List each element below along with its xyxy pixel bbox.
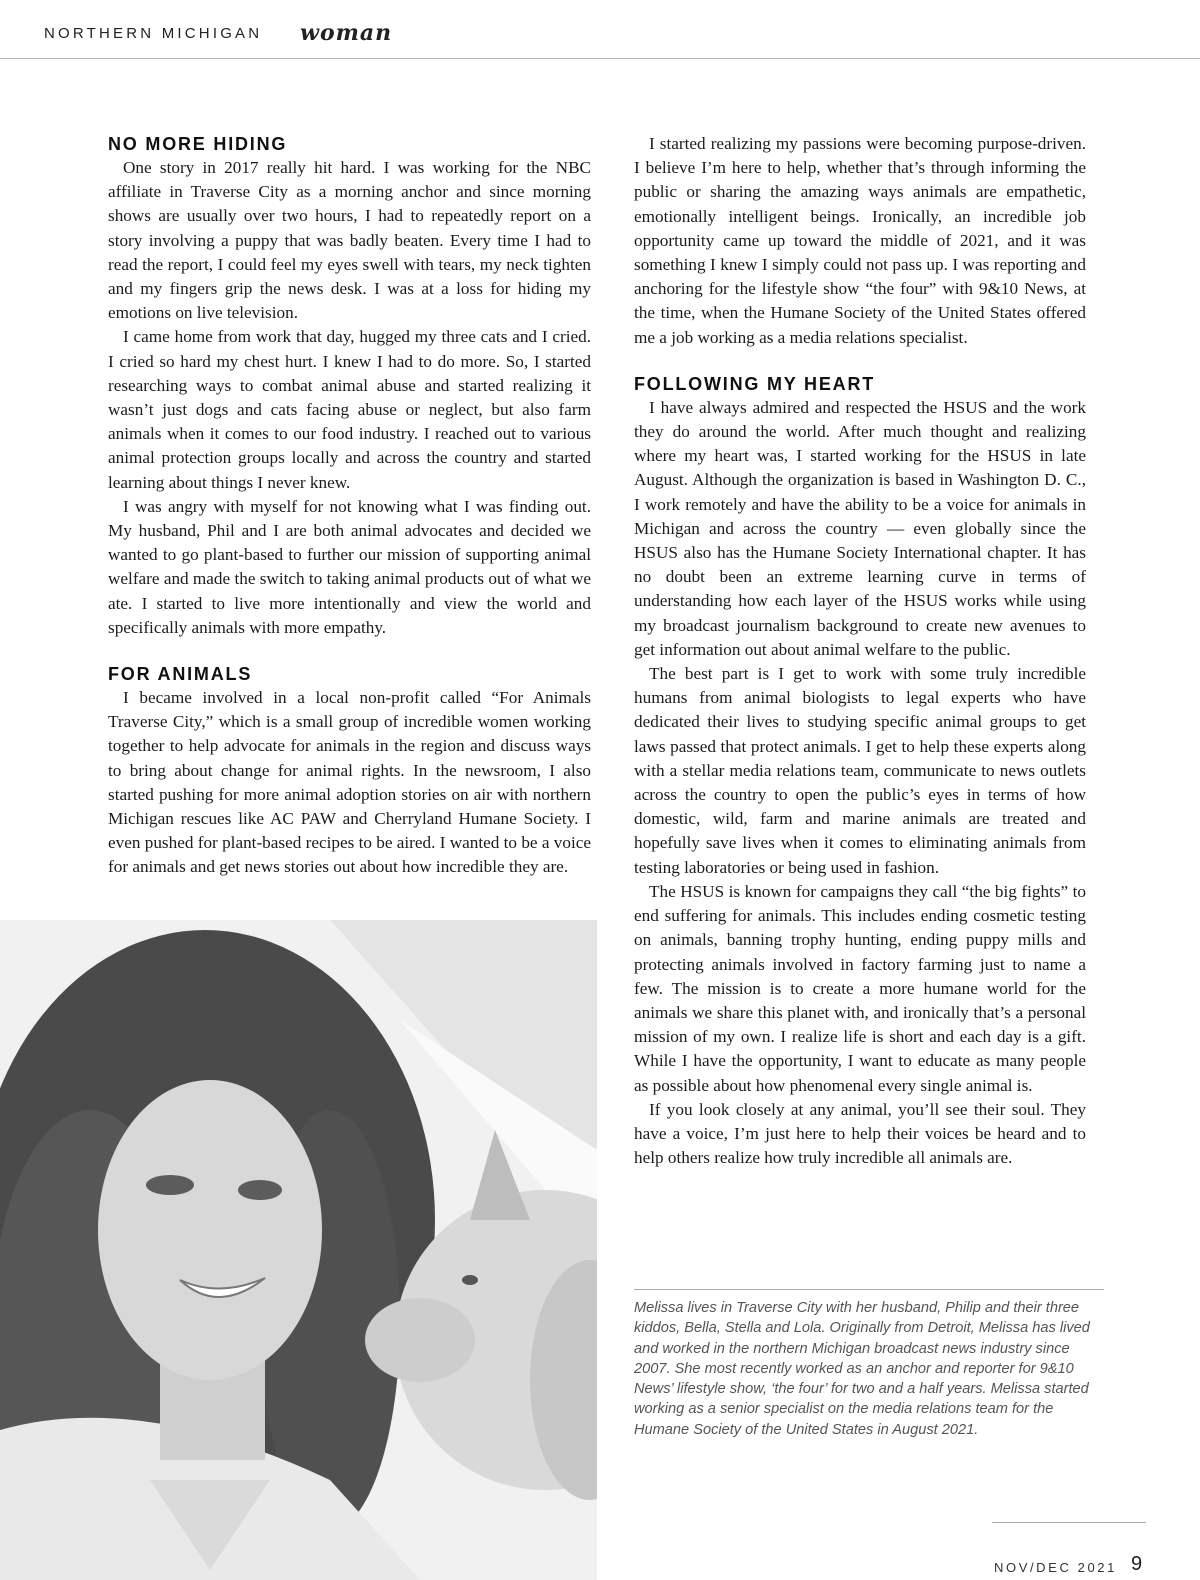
paragraph: I have always admired and respected the HSUS and the work they do around the world. After much thought and realizing where my heart was, I started working for the HSUS in late August. Although the organization is based in Washington D. C., I work remotely and have the ability to be a voice for animals in Michigan and across the country — even globally since the HSUS also has the Humane Society International chapter. It has no doubt been an extreme learning curve in terms of understanding how each layer of the HSUS works while using my broadcast journalism background to create new avenues to get information out about animal welfare to the public. — [634, 397, 1086, 659]
publication-name: NORTHERN MICHIGAN — [44, 25, 263, 42]
section-heading: FOR ANIMALS — [108, 664, 253, 685]
issue-date: NOV/DEC 2021 — [994, 1560, 1117, 1575]
section-heading: NO MORE HIDING — [108, 134, 288, 154]
footer-divider — [992, 1522, 1146, 1523]
paragraph: The HSUS is known for campaigns they call “the big fights” to end suffering for animals. This includes ending cosmetic testing on animals, banning trophy hunting, ending puppy mills and protecting animals involved in factory farming just to name a few. The mission is to create a more humane world for the animals we share this planet with, and ironically that’s a personal mission of my own. I realize life is short and each day is a gift. While I have the opportunity, I want to educate as many people as possible about how phenomenal every single animal is. — [634, 881, 1086, 1095]
paragraph: I became involved in a local non-profit called “For Animals Traverse City,” which is a small group of incredible women working together to help advocate for animals in the region and discuss ways to bring about change for animal rights. In the newsroom, I also started pushing for more animal adoption stories on air with northern Michigan rescues like AC PAW and Cherryland Humane Society. I even pushed for plant-based recipes to be aired. I wanted to be a voice for animals and get news stories out about how incredible they are. — [108, 688, 591, 877]
author-bio: Melissa lives in Traverse City with her husband, Philip and their three kiddos, Bella, Stella and Lola. Originally from Detroit, Melissa has lived and worked in the northern Michigan broadcast news industry since 2007. She most recently worked as an anchor and reporter for 9&10 News’ lifestyle show, ‘the four’ for two and a half years. Melissa started working as a senior specialist on the media relations team for the Humane Society of the United States in August 2021. — [634, 1300, 1090, 1438]
right-column — [634, 132, 1086, 1170]
paragraph: I came home from work that day, hugged my three cats and I cried. I cried so hard my chest hurt. I knew I had to do more. So, I started researching ways to combat animal abuse and started realizing it wasn’t just dogs and cats facing abuse or neglect, but also farm animals when it comes to our food industry. I reached out to various animal protection groups locally and across the country and started learning about things I never knew. — [108, 327, 591, 492]
paragraph: The best part is I get to work with some truly incredible humans from animal biologists to legal experts who have dedicated their lives to studying specific animal groups to get laws passed that protect animals. I get to help these experts along with a stellar media relations team, communicate to news outlets across the country to open the public’s eyes in terms of how domestic, wild, farm and marine animals are treated and hopefully save lives when it comes to eliminating animals from testing laboratories or being used in fashion. — [634, 664, 1086, 877]
page-header — [0, 0, 1200, 59]
section-heading: FOLLOWING MY HEART — [634, 373, 876, 394]
paragraph: I started realizing my passions were becoming purpose-driven. I believe I’m here to help, whether that’s through informing the public or sharing the amazing ways animals are empathetic, emotionally intelligent beings. Ironically, an incredible job opportunity came up toward the middle of 2021, and it was something I knew I simply could not pass up. I was reporting and anchoring for the lifestyle show “the four” with 9&10 News, at the time, when the Humane Society of the United States offered me a job working as a media relations specialist. — [634, 134, 1086, 347]
publication-script-wordmark: woman — [300, 20, 393, 46]
page-number: 9 — [1131, 1553, 1143, 1575]
author-photo — [0, 920, 597, 1580]
paragraph: I was angry with myself for not knowing what I was finding out. My husband, Phil and I are both animal advocates and decided we wanted to go plant-based to further our mission of supporting animal welfare and made the switch to taking animal products out of what we ate. I started to live more intentionally and view the world and specifically animals with more empathy. — [108, 496, 592, 637]
paragraph: One story in 2017 really hit hard. I was working for the NBC affiliate in Traverse City as a morning anchor and since morning shows are usually over two hours, I had to repeatedly report on a story involving a puppy that was badly beaten. Every time I had to read the report, I could feel my eyes swell with tears, my neck tighten and my fingers grip the news desk. I was at a loss for hiding my emotions on live television. — [108, 158, 591, 323]
author-photo-illustration — [0, 920, 597, 1580]
paragraph: If you look closely at any animal, you’ll see their soul. They have a voice, I’m just here to help their voices be heard and to help others realize how truly incredible all animals are. — [634, 1099, 1086, 1168]
bio-divider — [634, 1289, 1104, 1290]
left-column — [108, 132, 591, 880]
